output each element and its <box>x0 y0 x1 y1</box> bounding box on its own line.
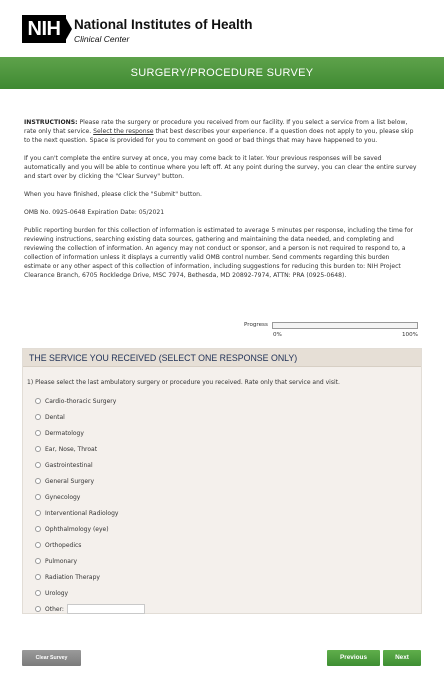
option-label: Urology <box>45 589 69 597</box>
progress-max-label: 100% <box>402 332 418 338</box>
option-other[interactable] <box>35 601 145 617</box>
option-cardio-thoracic-surgery[interactable] <box>35 393 145 409</box>
radio-button[interactable] <box>35 510 41 516</box>
option-label: Gynecology <box>45 493 81 501</box>
progress-min-label: 0% <box>273 332 282 338</box>
radio-button[interactable] <box>35 446 41 452</box>
other-text-input[interactable] <box>67 604 145 614</box>
option-label: Pulmonary <box>45 557 77 565</box>
option-label: Other: <box>45 605 64 613</box>
option-dental[interactable] <box>35 409 145 425</box>
resume-paragraph: If you can't complete the entire survey at once, you may come back to it later. Your previous responses will be saved automatically and you will be able to continue where you left off. At any point during the survey, you can clear the entire survey and start over by clicking the "Clear Survey" button. <box>24 155 417 180</box>
instructions-text-1: Please rate the surgery or procedure you received from our facility. If you select a service from a list below, rate only that service. <box>24 119 408 135</box>
site-header <box>0 0 444 57</box>
option-dermatology[interactable] <box>35 425 145 441</box>
option-general-surgery[interactable] <box>35 473 145 489</box>
previous-button[interactable]: Previous <box>327 650 380 666</box>
select-response-link: Select the response <box>93 128 154 135</box>
radio-button[interactable] <box>35 542 41 548</box>
omb-paragraph: OMB No. 0925-0648 Expiration Date: 05/2021 <box>24 209 165 216</box>
option-gynecology[interactable] <box>35 489 145 505</box>
radio-button[interactable] <box>35 414 41 420</box>
option-label: Orthopedics <box>45 541 82 549</box>
option-pulmonary[interactable] <box>35 553 145 569</box>
radio-button[interactable] <box>35 494 41 500</box>
progress-bar <box>272 322 418 329</box>
progress-label: Progress <box>244 322 268 328</box>
org-subtitle: Clinical Center <box>74 34 130 44</box>
instructions-label: INSTRUCTIONS: <box>24 119 78 126</box>
survey-title: SURGERY/PROCEDURE SURVEY <box>0 57 444 89</box>
radio-button[interactable] <box>35 590 41 596</box>
option-label: Dental <box>45 413 65 421</box>
option-ophthalmology[interactable] <box>35 521 145 537</box>
option-label: Dermatology <box>45 429 84 437</box>
radio-button[interactable] <box>35 398 41 404</box>
option-label: General Surgery <box>45 477 95 485</box>
option-label: Radiation Therapy <box>45 573 100 581</box>
option-gastrointestinal[interactable] <box>35 457 145 473</box>
radio-button[interactable] <box>35 574 41 580</box>
burden-paragraph: Public reporting burden for this collection of information is estimated to average 5 minutes per response, including the time for reviewing instructions, searching existing data sources, gathering and maintaining the data needed, and completing and reviewing the collection of information. An agency may not conduct or sponsor, and a person is not required to respond to, a collection of information unless it displays a currently valid OMB control number. Send comments regarding this burden estimate or any other aspect of this collection of information, including suggestions for reducing this burden to: NIH Project Clearance Branch, 6705 Rockledge Drive, MSC 7974, Bethesda, MD 20892-7974, ATTN: PRA (0925-0648). <box>24 227 414 279</box>
org-name: National Institutes of Health <box>74 17 253 32</box>
radio-button[interactable] <box>35 606 41 612</box>
service-section <box>22 348 422 614</box>
option-label: Interventional Radiology <box>45 509 119 517</box>
logo-arrow-icon <box>64 15 72 43</box>
next-button[interactable]: Next <box>383 650 421 666</box>
option-urology[interactable] <box>35 585 145 601</box>
option-label: Ear, Nose, Throat <box>45 445 98 453</box>
option-label: Cardio-thoracic Surgery <box>45 397 117 405</box>
nih-logo: NIH <box>22 15 66 43</box>
instructions-text-2: that best describes your experience. If a question does not apply to you, please skip to the next question. Space is provided for you to comment on good or bad things that may have happened to you. <box>24 128 414 144</box>
option-ear-nose-throat[interactable] <box>35 441 145 457</box>
instructions-paragraph <box>24 118 418 145</box>
question-text: 1) Please select the last ambulatory surgery or procedure you received. Rate only that service and visit. <box>27 379 340 386</box>
progress-indicator <box>244 322 420 342</box>
radio-button[interactable] <box>35 526 41 532</box>
survey-intro <box>24 118 418 289</box>
clear-survey-button[interactable]: Clear Survey <box>22 650 81 666</box>
options-list <box>35 393 145 617</box>
radio-button[interactable] <box>35 430 41 436</box>
radio-button[interactable] <box>35 558 41 564</box>
radio-button[interactable] <box>35 462 41 468</box>
radio-button[interactable] <box>35 478 41 484</box>
option-orthopedics[interactable] <box>35 537 145 553</box>
option-label: Gastrointestinal <box>45 461 93 469</box>
option-interventional-radiology[interactable] <box>35 505 145 521</box>
option-label: Ophthalmology (eye) <box>45 525 109 533</box>
section-title: THE SERVICE YOU RECEIVED (SELECT ONE RESPONSE ONLY) <box>23 349 421 367</box>
submit-paragraph: When you have finished, please click the "Submit" button. <box>24 191 202 198</box>
option-radiation-therapy[interactable] <box>35 569 145 585</box>
